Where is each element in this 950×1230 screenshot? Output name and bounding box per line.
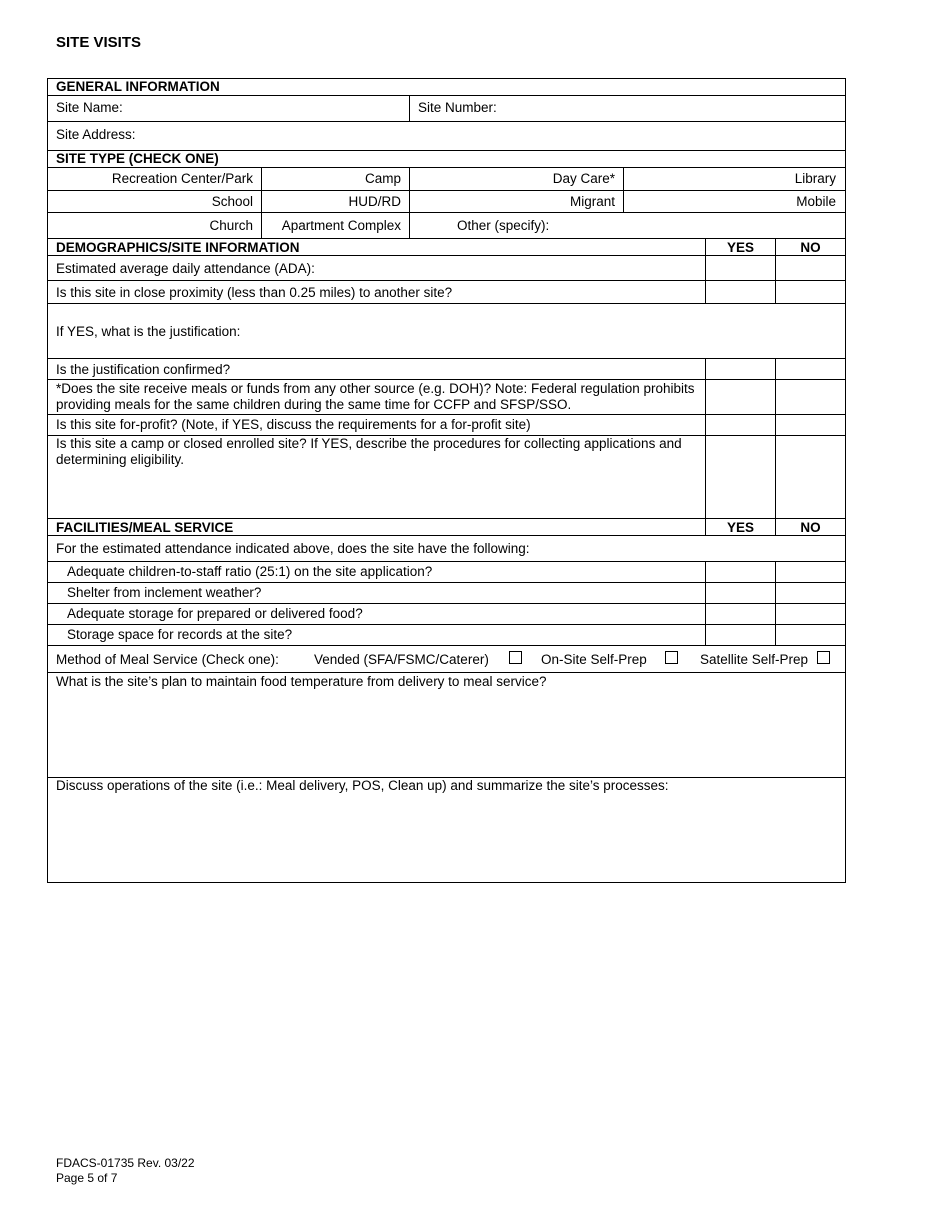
method-satellite-checkbox[interactable] bbox=[817, 651, 830, 664]
facility-food-storage: Adequate storage for prepared or delivered food? bbox=[67, 606, 363, 621]
site-type-mobile[interactable]: Mobile bbox=[796, 194, 836, 209]
for-profit-yes-cell[interactable] bbox=[706, 415, 775, 435]
proximity-no-cell[interactable] bbox=[776, 281, 845, 303]
records-storage-yes-cell[interactable] bbox=[706, 625, 775, 645]
question-for-profit: Is this site for-profit? (Note, if YES, discuss the requirements for a for-profit site) bbox=[56, 417, 531, 432]
demographics-yes-header: YES bbox=[726, 240, 754, 255]
facility-staff-ratio: Adequate children-to-staff ratio (25:1) on the site application? bbox=[67, 564, 433, 579]
facilities-yes-header: YES bbox=[726, 520, 754, 535]
site-type-camp[interactable]: Camp bbox=[364, 171, 401, 186]
method-onsite-checkbox[interactable] bbox=[665, 651, 678, 664]
site-name-field[interactable] bbox=[140, 96, 408, 120]
question-ada: Estimated average daily attendance (ADA): bbox=[56, 261, 315, 276]
closed-enrolled-no-cell[interactable] bbox=[776, 436, 845, 518]
facilities-no-header: NO bbox=[800, 520, 821, 535]
facilities-header: FACILITIES/MEAL SERVICE bbox=[56, 520, 234, 535]
site-type-day-care[interactable]: Day Care* bbox=[552, 171, 615, 186]
site-type-school[interactable]: School bbox=[211, 194, 253, 209]
food-temperature-plan-field[interactable] bbox=[48, 692, 845, 776]
site-type-migrant[interactable]: Migrant bbox=[569, 194, 615, 209]
question-other-meal-source: *Does the site receive meals or funds from any other source (e.g. DOH)? Note: Federal regulation prohibits providing meals for the same children during the same time for CCFP and SFSP/SSO. bbox=[56, 381, 695, 412]
justification-field[interactable] bbox=[260, 304, 844, 357]
form-id: FDACS-01735 Rev. 03/22 bbox=[56, 1156, 195, 1170]
food-storage-no-cell[interactable] bbox=[776, 604, 845, 624]
site-type-apartment-complex[interactable]: Apartment Complex bbox=[281, 218, 401, 233]
general-info-header: GENERAL INFORMATION bbox=[56, 79, 220, 94]
site-number-label: Site Number: bbox=[418, 100, 497, 115]
demographics-no-header: NO bbox=[800, 240, 821, 255]
site-name-label: Site Name: bbox=[56, 100, 123, 115]
method-satellite-label: Satellite Self-Prep bbox=[700, 652, 809, 667]
site-type-library[interactable]: Library bbox=[794, 171, 836, 186]
question-closed-enrolled: Is this site a camp or closed enrolled site? If YES, describe the procedures for collecting applications and determining eligibility. bbox=[56, 436, 682, 467]
question-proximity: Is this site in close proximity (less than 0.25 miles) to another site? bbox=[56, 285, 453, 300]
ada-answer-field[interactable] bbox=[706, 256, 845, 279]
site-number-field[interactable] bbox=[505, 96, 844, 120]
records-storage-no-cell[interactable] bbox=[776, 625, 845, 645]
for-profit-no-cell[interactable] bbox=[776, 415, 845, 435]
method-vended-checkbox[interactable] bbox=[509, 651, 522, 664]
site-type-other[interactable]: Other (specify): bbox=[457, 218, 550, 233]
other-source-no-cell[interactable] bbox=[776, 380, 845, 414]
site-operations-field[interactable] bbox=[48, 796, 845, 881]
site-address-field[interactable] bbox=[145, 122, 844, 149]
site-type-church[interactable]: Church bbox=[209, 218, 253, 233]
closed-enrolled-yes-cell[interactable] bbox=[706, 436, 775, 518]
page-number: Page 5 of 7 bbox=[56, 1171, 118, 1185]
site-type-header: SITE TYPE (CHECK ONE) bbox=[56, 151, 219, 166]
site-type-other-field[interactable] bbox=[560, 213, 844, 237]
other-source-yes-cell[interactable] bbox=[706, 380, 775, 414]
facility-records-storage: Storage space for records at the site? bbox=[67, 627, 293, 642]
method-onsite-label: On-Site Self-Prep bbox=[541, 652, 647, 667]
food-storage-yes-cell[interactable] bbox=[706, 604, 775, 624]
justification-confirmed-yes-cell[interactable] bbox=[706, 359, 775, 379]
question-justification-confirmed: Is the justification confirmed? bbox=[56, 362, 231, 377]
site-operations-label: Discuss operations of the site (i.e.: Meal delivery, POS, Clean up) and summarize the site’s processes: bbox=[56, 778, 669, 793]
question-justification: If YES, what is the justification: bbox=[56, 324, 241, 339]
demographics-header: DEMOGRAPHICS/SITE INFORMATION bbox=[56, 240, 300, 255]
page-title: SITE VISITS bbox=[56, 34, 142, 51]
facilities-intro: For the estimated attendance indicated above, does the site have the following: bbox=[56, 541, 530, 556]
site-type-recreation-center[interactable]: Recreation Center/Park bbox=[111, 171, 253, 186]
staff-ratio-no-cell[interactable] bbox=[776, 562, 845, 582]
justification-confirmed-no-cell[interactable] bbox=[776, 359, 845, 379]
meal-service-method-label: Method of Meal Service (Check one): bbox=[56, 652, 279, 667]
staff-ratio-yes-cell[interactable] bbox=[706, 562, 775, 582]
food-temperature-plan-label: What is the site’s plan to maintain food temperature from delivery to meal service? bbox=[56, 674, 547, 689]
site-type-hud-rd[interactable]: HUD/RD bbox=[348, 194, 401, 209]
shelter-no-cell[interactable] bbox=[776, 583, 845, 603]
site-address-label: Site Address: bbox=[56, 127, 136, 142]
proximity-yes-cell[interactable] bbox=[706, 281, 775, 303]
facility-shelter: Shelter from inclement weather? bbox=[67, 585, 262, 600]
method-vended-label: Vended (SFA/FSMC/Caterer) bbox=[314, 652, 489, 667]
shelter-yes-cell[interactable] bbox=[706, 583, 775, 603]
